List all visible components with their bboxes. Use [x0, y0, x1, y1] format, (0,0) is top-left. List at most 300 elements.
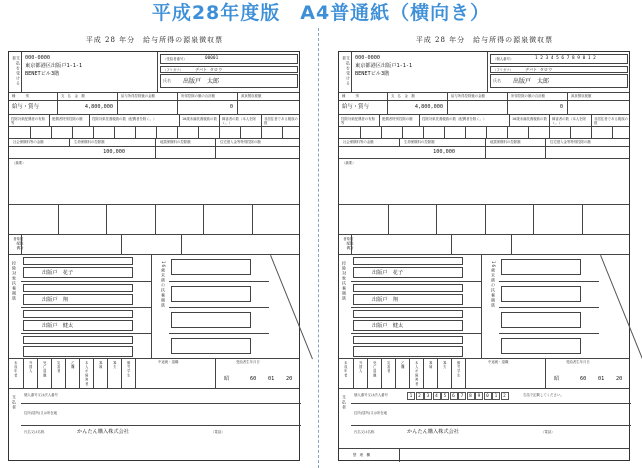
family-name-box: [353, 294, 463, 305]
income-tax-cell: [567, 101, 631, 114]
flag-label: 外国人: [358, 361, 363, 374]
job-change-cell: [465, 359, 545, 388]
birth-cell: [545, 359, 631, 388]
flag-cell: [107, 359, 121, 388]
sheet-divider: [318, 28, 319, 468]
payer-number-digit: 7: [458, 392, 466, 400]
income-value-row: [339, 100, 629, 114]
family-kana-box: [353, 336, 463, 344]
birth-day: 20: [616, 376, 623, 382]
dependents-value-cell: [135, 127, 156, 138]
minor-row: [169, 307, 269, 333]
income-header-label: 支 払 金 額: [391, 94, 415, 98]
housing-detail-cell: [582, 205, 631, 234]
payer-number-digit: 2: [501, 392, 509, 400]
dependents-header-label: 障害者の数（本人を除く。）: [552, 117, 586, 125]
income-amount-value: 4,800,000: [84, 104, 113, 110]
spouse-id-cell: [121, 235, 181, 254]
family-name-box: [23, 294, 133, 305]
spouse-id-cell: [451, 235, 511, 254]
income-header-label: 種 別: [342, 94, 359, 98]
dependents-value-cell: [423, 127, 444, 138]
payer-name-value: かんたん購入株式会社: [77, 429, 129, 435]
flag-cell: [339, 359, 353, 388]
flag-cell: [353, 359, 367, 388]
payer-number-row: [351, 389, 631, 403]
dependents-value-cell: [591, 127, 612, 138]
family-kana-box: [23, 336, 133, 344]
family-row: [351, 307, 481, 333]
family-name-value: 出版戸 健太: [372, 323, 404, 329]
family-kana-box: [353, 284, 463, 292]
dependents-header-cell: [591, 115, 631, 126]
insurance-life-cell: [485, 147, 545, 158]
flags-row: [9, 358, 299, 388]
insurance-social-value: 100,000: [103, 149, 125, 155]
income-header-cell: [567, 93, 631, 100]
minor-row: [169, 281, 269, 307]
payer-number-digit: 3: [424, 392, 432, 400]
flags-row: [339, 358, 629, 388]
dependents-value-cell: [219, 127, 240, 138]
flag-cell: [51, 359, 65, 388]
income-header-label: 種 別: [12, 94, 29, 98]
payer-name-label: 氏名又は名称: [24, 430, 45, 434]
payee-address-line2: BENETビル3階: [25, 71, 60, 77]
flag-cell: [395, 359, 409, 388]
payee-name-box: [160, 74, 298, 88]
birth-label: 受給者生年月日: [236, 360, 260, 364]
family-name-box: [23, 267, 133, 278]
family-section: [9, 254, 299, 358]
income-deduction-value: 0: [229, 104, 233, 110]
flag-cell: [381, 359, 395, 388]
payee-id-cell: [487, 52, 631, 92]
income-header-row: [9, 92, 299, 100]
payee-name-label: 氏名: [163, 78, 171, 83]
slip-form: [8, 51, 300, 461]
family-name-value: 出版戸 花子: [372, 270, 404, 276]
payer-section: [9, 388, 299, 448]
family-row: [351, 255, 481, 281]
payee-section-label: 支払を受ける者: [342, 56, 351, 86]
flag-label: 未成年者: [13, 361, 18, 378]
dependents-value-cell: [282, 127, 303, 138]
dependents-header-label: 配偶者特別控除の額: [52, 117, 83, 121]
job-change-cell: [135, 359, 215, 388]
flag-cell: [367, 359, 381, 388]
income-deduction-total-cell: [507, 101, 567, 114]
income-header-row: [339, 92, 629, 100]
payer-name-row: [21, 425, 301, 439]
payer-name-label: 氏名又は名称: [354, 430, 375, 434]
dependents-value-cell: [507, 127, 528, 138]
spouse-row: [339, 234, 629, 254]
insurance-social-cell: [339, 147, 485, 158]
dependents-header-label: 配偶者特別控除の額: [382, 117, 413, 121]
minor-name-box: [171, 312, 251, 328]
minor-name-box: [501, 338, 581, 354]
income-tax-cell: [237, 101, 301, 114]
insurance-header-cell: [339, 139, 399, 146]
housing-detail-cell: [9, 205, 58, 234]
birth-month: 01: [598, 376, 605, 382]
family-row: [351, 281, 481, 307]
payee-kana-box: [490, 66, 628, 73]
birth-month: 01: [268, 376, 275, 382]
insurance-header-label: 生命保険料の控除額: [404, 140, 435, 144]
family-kana-box: [23, 310, 133, 318]
slip-heading: 平成 28 年分 給与所得の源泉徴収票: [85, 36, 224, 44]
flag-label: 外国人: [28, 361, 33, 374]
insurance-housing-cell: [545, 147, 631, 158]
family-name-box: [353, 267, 463, 278]
payee-name-label: 氏名: [493, 78, 501, 83]
housing-detail-cell: [485, 205, 534, 234]
dependents-value-cell: [570, 127, 591, 138]
payer-name-row: [351, 425, 631, 439]
minor-name-box: [171, 286, 251, 302]
dependents-header-cell: [219, 115, 261, 126]
flag-label: 乙欄: [400, 361, 405, 370]
housing-detail-cell: [203, 205, 252, 234]
flag-label: 勤労学生: [126, 361, 131, 378]
dependents-value-cell: [156, 127, 177, 138]
flag-cell: [79, 359, 93, 388]
dependents-value-cell: [444, 127, 465, 138]
income-after-deduction-cell: [447, 101, 507, 114]
minor-row: [499, 333, 599, 359]
dependents-header-label: 16歳未満扶養親族の数: [182, 117, 217, 121]
withholding-slip-sheet: [332, 31, 637, 464]
payee-name-box: [490, 74, 628, 88]
payee-kana-value: デバト タロウ: [195, 67, 223, 72]
family-kana-box: [353, 257, 463, 265]
family-name-value: 出版戸 翔: [372, 297, 398, 303]
flag-cell: [65, 359, 79, 388]
housing-detail-cell: [155, 205, 204, 234]
flag-label: 未成年者: [343, 361, 348, 378]
payer-number-label: 個人番号又は法人番号: [354, 393, 388, 397]
dependents-header-label: 16歳未満扶養親族の数: [512, 117, 547, 121]
dependents-value-cell: [402, 127, 423, 138]
payee-reference-label: （受給者番号）: [163, 57, 187, 61]
insurance-header-cell: [9, 139, 69, 146]
payer-number-label: 個人番号又は法人番号: [24, 393, 58, 397]
payer-number-digit: 6: [450, 392, 458, 400]
minor-name-box: [501, 312, 581, 328]
insurance-header-cell: [69, 139, 155, 146]
payee-postal: 000-0000: [25, 55, 50, 61]
flag-label: 本人が障害者: [84, 361, 89, 387]
withholding-slip-sheet: [2, 31, 307, 464]
payee-id-cell: [157, 52, 301, 92]
flag-cell: [437, 359, 451, 388]
payer-number-digit: 1: [407, 392, 415, 400]
dependents-value-cell: [177, 127, 198, 138]
minor-name-box: [501, 259, 581, 275]
blank-cross-line: [600, 255, 642, 359]
family-row: [21, 333, 151, 359]
remarks-label: （摘要）: [12, 161, 26, 165]
payee-kana-box: [160, 66, 298, 73]
family-divider: [481, 255, 489, 359]
spouse-label: 控除対象配偶者: [12, 237, 24, 251]
birth-year: 60: [250, 376, 257, 382]
office-row: [339, 448, 629, 462]
housing-detail-row: [339, 204, 629, 234]
job-change-label: 中途就・退職: [158, 360, 179, 364]
payee-section: [339, 52, 629, 92]
family-name-value: 出版戸 健太: [42, 323, 74, 329]
office-label-cell: [339, 449, 399, 462]
dependents-value-cell: [114, 127, 135, 138]
family-divider: [151, 255, 159, 359]
dependents-value-row: [339, 126, 629, 138]
insurance-header-label: 社会保険料等の金額: [13, 140, 44, 144]
payer-number-digit: 8: [467, 392, 475, 400]
spouse-name-cell: [351, 235, 451, 254]
dependents-header-label: 控除対象扶養親族の数（配偶者を除く。）: [422, 117, 487, 121]
dependents-header-row: [339, 114, 629, 126]
payer-number-digit: 0: [484, 392, 492, 400]
insurance-value-row: [9, 146, 299, 158]
family-row: [21, 307, 151, 333]
dependents-header-label: 非居住者である親族の数: [264, 117, 298, 125]
minor-row: [499, 255, 599, 281]
dependents-header-cell: [179, 115, 219, 126]
dependents-value-cell: [51, 127, 72, 138]
dependents-value-cell: [240, 127, 261, 138]
payer-number-digits: [407, 392, 509, 400]
family-name-box: [23, 346, 133, 357]
minor-row: [169, 333, 269, 359]
payer-name-value: かんたん購入株式会社: [407, 429, 459, 435]
flag-label: 乙欄: [70, 361, 75, 370]
family-label: 控除対象扶養親族: [342, 261, 347, 301]
flag-label: 死亡退職: [42, 361, 47, 378]
payer-section-label: 支払者: [342, 395, 347, 410]
payee-name-value: 出版戸 太郎: [513, 78, 550, 85]
payer-phone-label: （電話）: [541, 430, 555, 434]
flag-cell: [409, 359, 423, 388]
income-header-label: 源泉徴収税額: [571, 94, 592, 98]
dependents-value-cell: [360, 127, 381, 138]
income-type-cell: [9, 101, 57, 114]
flag-label: 死亡退職: [372, 361, 377, 378]
income-after-deduction-cell: [117, 101, 177, 114]
dependents-value-cell: [549, 127, 570, 138]
dependents-header-cell: [49, 115, 89, 126]
birth-cell: [215, 359, 301, 388]
insurance-header-label: 住宅借入金等特別控除の額: [220, 140, 261, 144]
payer-address-row: [351, 403, 631, 425]
payee-reference-box: [160, 54, 298, 64]
income-deduction-value: 0: [559, 104, 563, 110]
minor-row: [169, 255, 269, 281]
dependents-value-cell: [30, 127, 51, 138]
spouse-extra-cell: [511, 235, 631, 254]
insurance-header-label: 生命保険料の控除額: [74, 140, 105, 144]
family-row: [21, 255, 151, 281]
dependents-value-cell: [486, 127, 507, 138]
payer-phone-label: （電話）: [211, 430, 225, 434]
payee-address-line2: BENETビル3階: [355, 71, 390, 77]
dependents-header-cell: [89, 115, 179, 126]
insurance-header-label: 地震保険料の控除額: [160, 140, 191, 144]
insurance-header-cell: [155, 139, 215, 146]
dependents-header-cell: [419, 115, 509, 126]
payee-kana-label: （フリガナ）: [493, 67, 514, 72]
housing-detail-cell: [533, 205, 582, 234]
family-kana-box: [353, 310, 463, 318]
family-label: 控除対象扶養親族: [12, 261, 17, 301]
dependents-header-cell: [379, 115, 419, 126]
payee-kana-label: （フリガナ）: [163, 67, 184, 72]
insurance-header-row: [9, 138, 299, 146]
dependents-value-row: [9, 126, 299, 138]
family-row: [21, 281, 151, 307]
income-type-value: 給与・賞与: [342, 104, 369, 110]
payee-address-line1: 東京都港区出版戸1-1-1: [25, 63, 83, 69]
insurance-header-label: 社会保険料等の金額: [343, 140, 374, 144]
payee-section: [9, 52, 299, 92]
dependents-value-cell: [465, 127, 486, 138]
dependents-header-label: 控除対象配偶者の有無等: [11, 117, 45, 125]
insurance-header-label: 地震保険料の控除額: [490, 140, 521, 144]
income-amount-value: 4,800,000: [414, 104, 443, 110]
payee-address-cell: [21, 52, 139, 92]
flag-label: 寡夫: [112, 361, 117, 370]
page-banner: 平成28年度版 A4普通紙（横向き）: [151, 2, 491, 24]
dependents-header-label: 控除対象配偶者の有無等: [341, 117, 375, 125]
dependents-value-cell: [528, 127, 549, 138]
spouse-row: [9, 234, 299, 254]
flag-label: 寡夫: [442, 361, 447, 370]
office-value-cell: [399, 449, 631, 462]
flag-cell: [37, 359, 51, 388]
payer-number-digit: 2: [416, 392, 424, 400]
payee-reference-box: [490, 54, 628, 64]
payee-reference-label: （個人番号）: [493, 57, 514, 61]
dependents-header-cell: [549, 115, 591, 126]
housing-detail-cell: [339, 205, 388, 234]
payee-section-label: 支払を受ける者: [12, 56, 21, 86]
income-header-cell: [339, 93, 387, 100]
family-kana-box: [23, 257, 133, 265]
dependents-value-cell: [72, 127, 93, 138]
remarks-row: [9, 158, 299, 204]
flag-cell: [121, 359, 135, 388]
insurance-header-cell: [485, 139, 545, 146]
income-header-cell: [447, 93, 507, 100]
minor-label: 16歳未満の扶養親族: [161, 261, 166, 309]
insurance-value-row: [339, 146, 629, 158]
payee-reference-value: 00001: [205, 56, 219, 61]
dependents-value-cell: [339, 127, 360, 138]
insurance-social-value: 100,000: [433, 149, 455, 155]
income-header-label: 支 払 金 額: [61, 94, 85, 98]
family-name-box: [353, 320, 463, 331]
dependents-header-label: 障害者の数（本人を除く。）: [222, 117, 256, 125]
birth-era: 昭: [224, 376, 230, 382]
spouse-extra-cell: [181, 235, 301, 254]
insurance-housing-cell: [215, 147, 301, 158]
payer-section: [339, 388, 629, 448]
payer-number-note: 右詰で記載してください。: [523, 393, 564, 397]
family-name-box: [353, 346, 463, 357]
dependents-value-cell: [198, 127, 219, 138]
income-header-label: 源泉徴収税額: [241, 94, 262, 98]
spouse-name-cell: [21, 235, 121, 254]
birth-era: 昭: [554, 376, 560, 382]
flag-cell: [451, 359, 465, 388]
payee-name-value: 出版戸 太郎: [183, 78, 220, 85]
dependents-value-cell: [261, 127, 282, 138]
dependents-value-cell: [381, 127, 402, 138]
dependents-value-cell: [612, 127, 633, 138]
blank-cross-line: [270, 255, 313, 359]
insurance-header-cell: [399, 139, 485, 146]
income-header-cell: [117, 93, 177, 100]
flag-label: 災害者: [386, 361, 391, 374]
minor-label: 16歳未満の扶養親族: [491, 261, 496, 309]
flag-cell: [423, 359, 437, 388]
minor-row: [499, 281, 599, 307]
income-header-label: 所得控除の額の合計額: [511, 94, 545, 98]
dependents-header-cell: [509, 115, 549, 126]
income-header-label: 所得控除の額の合計額: [181, 94, 215, 98]
income-amount-cell: [57, 101, 117, 114]
income-header-cell: [57, 93, 117, 100]
income-header-cell: [507, 93, 567, 100]
payee-reference-value: 1 2 3 4 5 6 7 8 9 0 1 2: [535, 56, 596, 61]
income-header-cell: [387, 93, 447, 100]
spouse-label: 控除対象配偶者: [342, 237, 354, 251]
payer-number-row: [21, 389, 301, 403]
dependents-header-row: [9, 114, 299, 126]
payer-number-digit: 9: [475, 392, 483, 400]
family-row: [351, 333, 481, 359]
payer-address-row: [21, 403, 301, 425]
insurance-social-cell: [9, 147, 155, 158]
minor-name-box: [171, 259, 251, 275]
payer-address-label: 住所(居所)又は所在地: [354, 411, 388, 415]
flag-label: 災害者: [56, 361, 61, 374]
income-deduction-total-cell: [177, 101, 237, 114]
insurance-header-row: [339, 138, 629, 146]
income-value-row: [9, 100, 299, 114]
birth-day: 20: [286, 376, 293, 382]
dependents-header-label: 非居住者である親族の数: [594, 117, 628, 125]
family-name-box: [23, 320, 133, 331]
family-name-value: 出版戸 翔: [42, 297, 68, 303]
insurance-life-cell: [155, 147, 215, 158]
flag-label: 勤労学生: [456, 361, 461, 378]
payer-section-label: 支払者: [12, 395, 17, 410]
slip-heading: 平成 28 年分 給与所得の源泉徴収票: [415, 36, 554, 44]
flag-cell: [23, 359, 37, 388]
income-type-value: 給与・賞与: [12, 104, 39, 110]
family-section: [339, 254, 629, 358]
dependents-header-cell: [261, 115, 301, 126]
minor-row: [499, 307, 599, 333]
income-header-label: 給与所得控除後の金額: [451, 94, 485, 98]
income-header-cell: [237, 93, 301, 100]
housing-detail-cell: [436, 205, 485, 234]
payer-number-digit: 1: [492, 392, 500, 400]
housing-detail-cell: [252, 205, 301, 234]
